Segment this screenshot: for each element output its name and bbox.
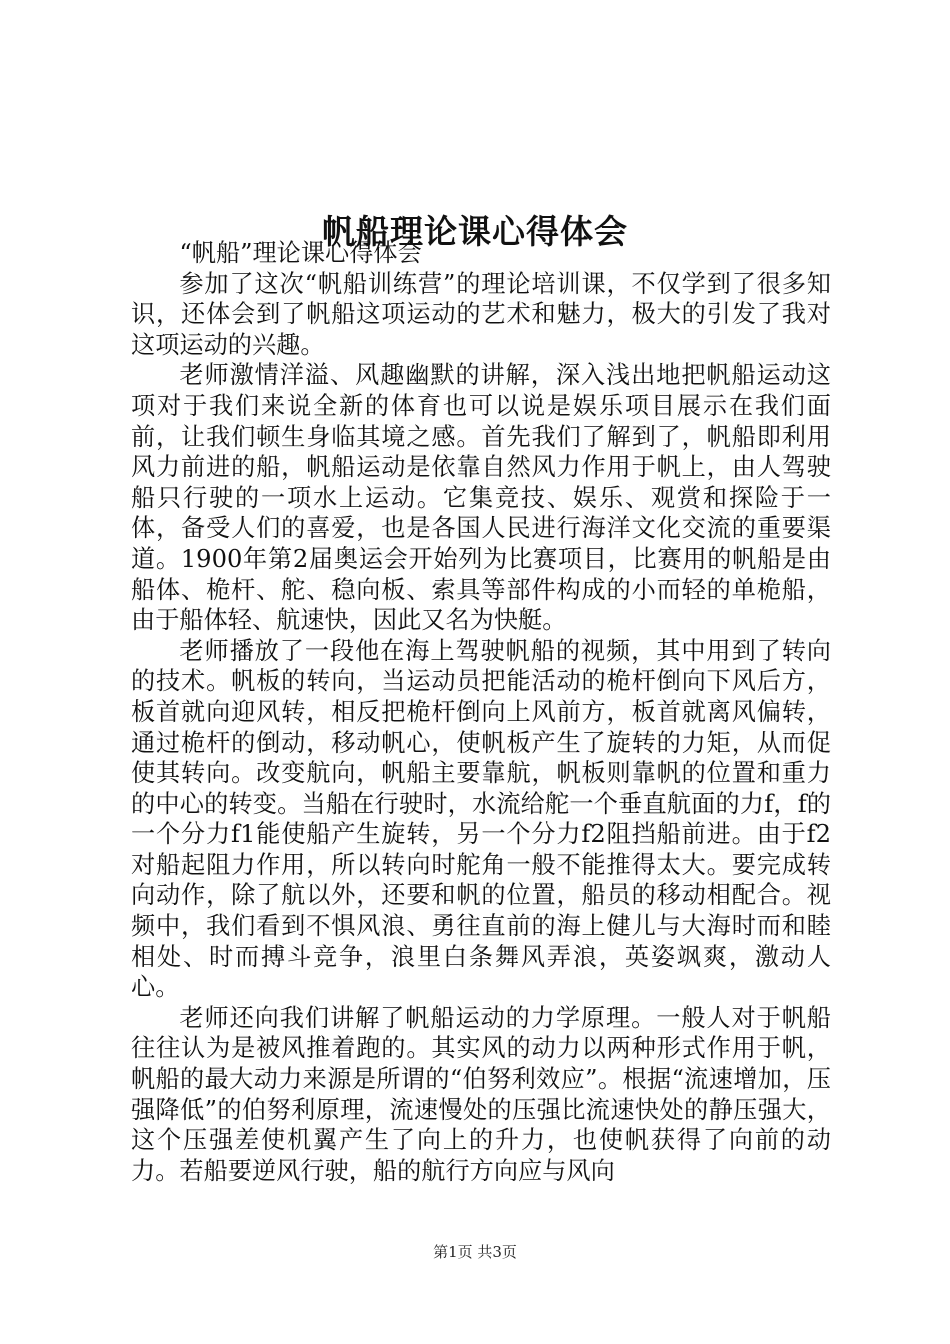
- body-paragraph: 老师还向我们讲解了帆船运动的力学原理。一般人对于帆船往往认为是被风推着跑的。其实风的动力以两种形式作用于帆，帆船的最大动力来源是所谓的“伯努利效应”。根据“流速增加，压强降低”的伯努利原理，流速慢处的压强比流速快处的静压强大，这个压强差使机翼产生了向上的升力，也使帆获得了向前的动力。若船要逆风行驶，船的航行方向应与风向: [131, 1003, 831, 1185]
- body-paragraph: 老师播放了一段他在海上驾驶帆船的视频，其中用到了转向的技术。帆板的转向，当运动员把能活动的桅杆倒向下风后方，板首就向迎风转，相反把桅杆倒向上风前方，板首就离风偏转，通过桅杆的倒动，移动帆心，使帆板产生了旋转的力矩，从而促使其转向。改变航向，帆船主要靠航，帆板则靠帆的位置和重力的中心的转变。当船在行驶时，水流给舵一个垂直航面的力f，f的一个分力f1能使船产生旋转，另一个分力f2阻挡船前进。由于f2对船起阻力作用，所以转向时舵角一般不能推得太大。要完成转向动作，除了航以外，还要和帆的位置，船员的移动相配合。视频中，我们看到不惧风浪、勇往直前的海上健儿与大海时而和睦相处、时而搏斗竞争，浪里白条舞风弄浪，英姿飒爽，激动人心。: [131, 636, 831, 1002]
- document-title: 帆船理论课心得体会: [322, 212, 628, 252]
- body-paragraph: 老师激情洋溢、风趣幽默的讲解，深入浅出地把帆船运动这项对于我们来说全新的体育也可以说是娱乐项目展示在我们面前，让我们顿生身临其境之感。首先我们了解到了，帆船即利用风力前进的船，帆船运动是依靠自然风力作用于帆上，由人驾驶船只行驶的一项水上运动。它集竞技、娱乐、观赏和探险于一体，备受人们的喜爱，也是各国人民进行海洋文化交流的重要渠道。1900年第2届奥运会开始列为比赛项目，比赛用的帆船是由船体、桅杆、舵、稳向板、索具等部件构成的小而轻的单桅船，由于船体轻、航速快，因此又名为快艇。: [131, 361, 831, 635]
- subtitle-paragraph: “帆船”理论课心得体会: [179, 239, 422, 267]
- document-body: [131, 238, 831, 1186]
- page-footer: 第1页 共3页: [433, 1243, 517, 1261]
- body-paragraph: 参加了这次“帆船训练营”的理论培训课，不仅学到了很多知识，还体会到了帆船这项运动的艺术和魅力，极大的引发了我对这项运动的兴趣。: [131, 269, 831, 359]
